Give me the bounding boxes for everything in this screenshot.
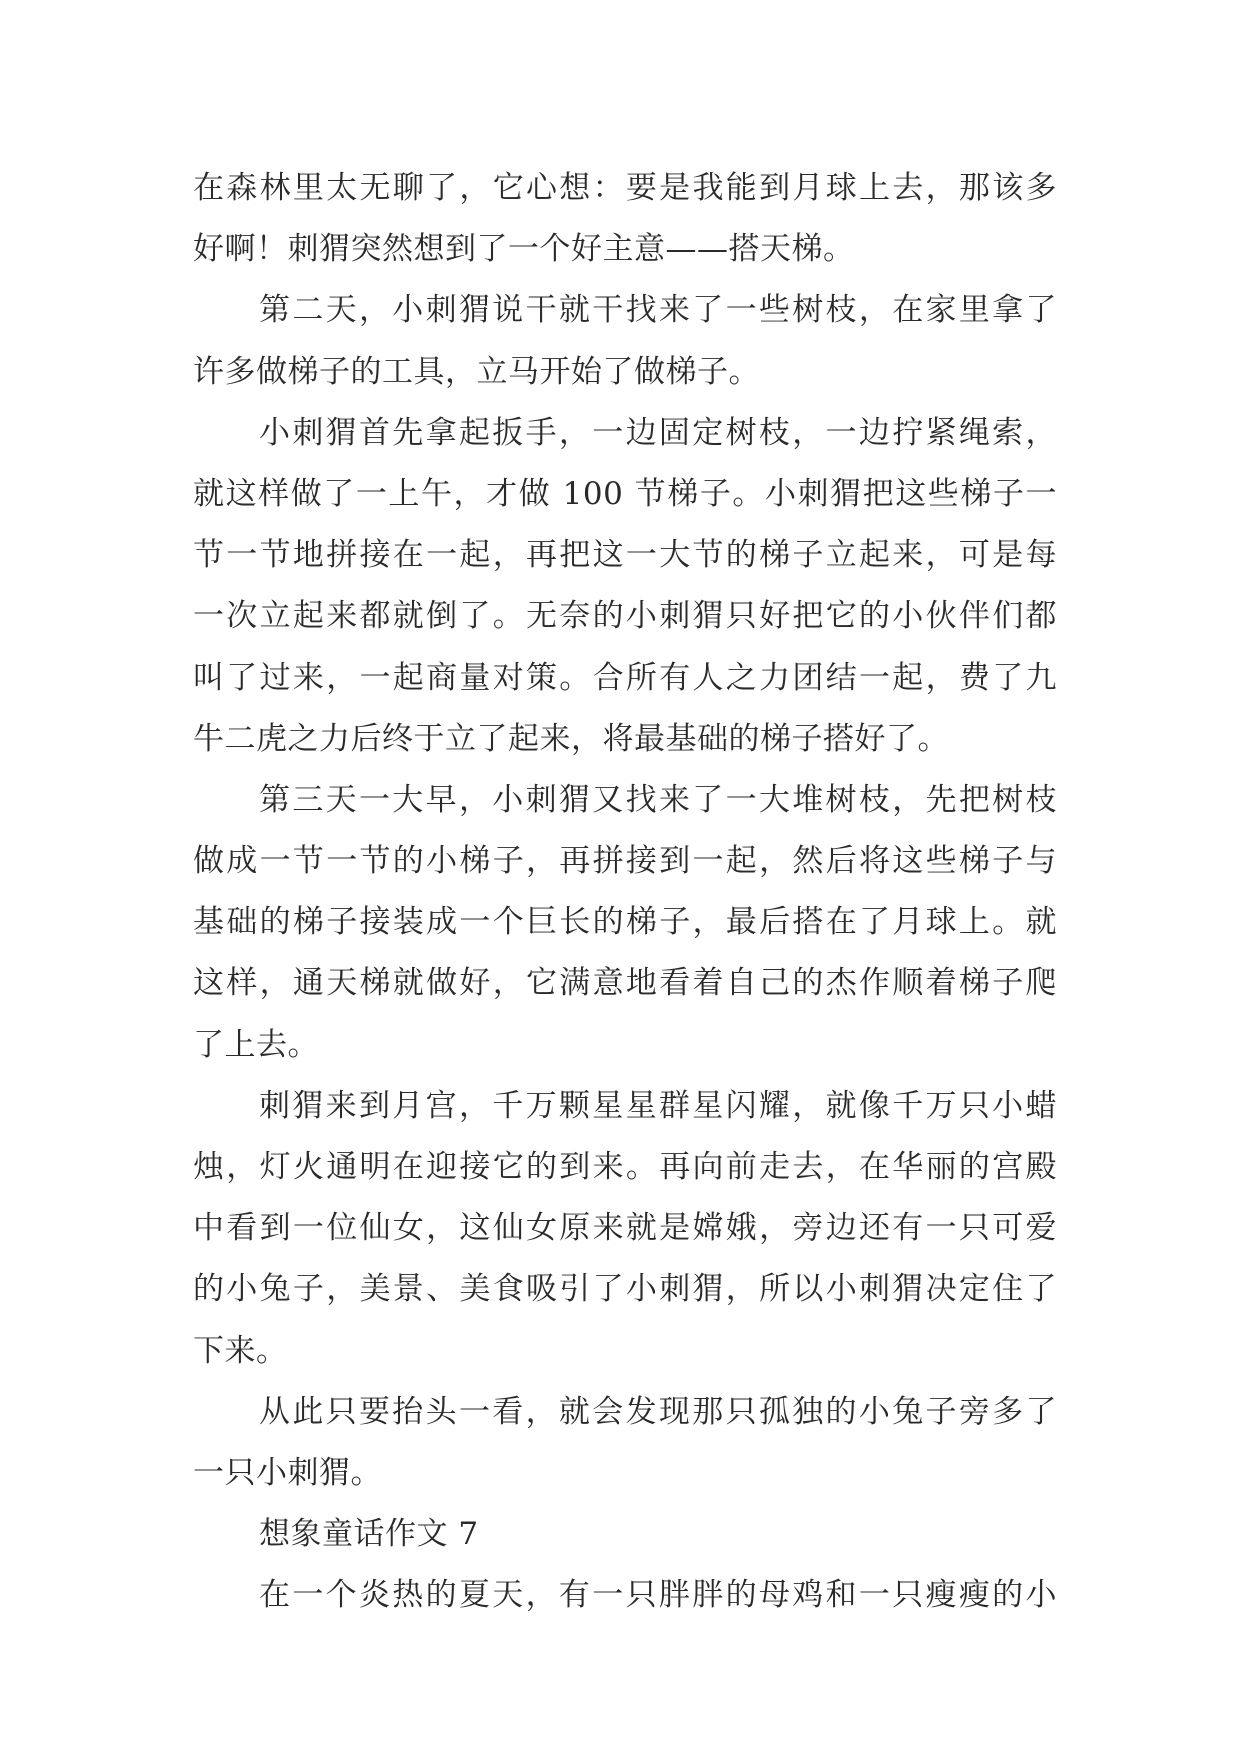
text-line: 在森林里太无聊了，它心想：要是我能到月球上去，那该多 — [193, 170, 1057, 206]
text-line: 节一节地拼接在一起，再把这一大节的梯子立起来，可是每 — [193, 537, 1057, 574]
paragraph-start-line: 在一个炎热的夏天，有一只胖胖的母鸡和一只瘦瘦的小 — [259, 1577, 1057, 1614]
text-line: 一只小刺猬。 — [193, 1454, 382, 1491]
text-line: 了上去。 — [193, 1026, 319, 1063]
text-line: 烛，灯火通明在迎接它的到来。再向前走去，在华丽的宫殿 — [193, 1149, 1057, 1185]
text-line: 就这样做了一上午，才做 100 节梯子。小刺猬把这些梯子一 — [193, 475, 1057, 512]
text-line: 这样，通天梯就做好，它满意地看着自己的杰作顺着梯子爬 — [193, 965, 1057, 1002]
paragraph-start-line: 小刺猬首先拿起扳手，一边固定树枝，一边拧紧绳索， — [259, 414, 1057, 451]
text-line: 的小兔子，美景、美食吸引了小刺猬，所以小刺猬决定住了 — [193, 1271, 1057, 1308]
section-heading: 想象童话作文 7 — [259, 1516, 479, 1553]
text-line: 基础的梯子接装成一个巨长的梯子，最后搭在了月球上。就 — [193, 904, 1057, 941]
paragraph-start-line: 刺猬来到月宫，千万颗星星群星闪耀，就像千万只小蜡 — [259, 1087, 1057, 1124]
text-line: 许多做梯子的工具，立马开始了做梯子。 — [193, 353, 760, 390]
text-line: 中看到一位仙女，这仙女原来就是嫦娥，旁边还有一只可爱 — [193, 1210, 1057, 1247]
paragraph-start-line: 第二天，小刺猬说干就干找来了一些树枝，在家里拿了 — [259, 292, 1057, 329]
text-line: 好啊！刺猬突然想到了一个好主意——搭天梯。 — [193, 231, 855, 268]
paragraph-start-line: 第三天一大早，小刺猬又找来了一大堆树枝，先把树枝 — [259, 781, 1057, 818]
text-line: 牛二虎之力后终于立了起来，将最基础的梯子搭好了。 — [193, 720, 949, 757]
text-line: 叫了过来，一起商量对策。合所有人之力团结一起，费了九 — [193, 659, 1057, 696]
text-line: 下来。 — [193, 1332, 288, 1369]
text-line: 一次立起来都就倒了。无奈的小刺猬只好把它的小伙伴们都 — [193, 598, 1057, 635]
text-line: 做成一节一节的小梯子，再拼接到一起，然后将这些梯子与 — [193, 843, 1057, 880]
paragraph-start-line: 从此只要抬头一看，就会发现那只孤独的小兔子旁多了 — [259, 1393, 1057, 1430]
document-body — [193, 158, 1057, 1627]
